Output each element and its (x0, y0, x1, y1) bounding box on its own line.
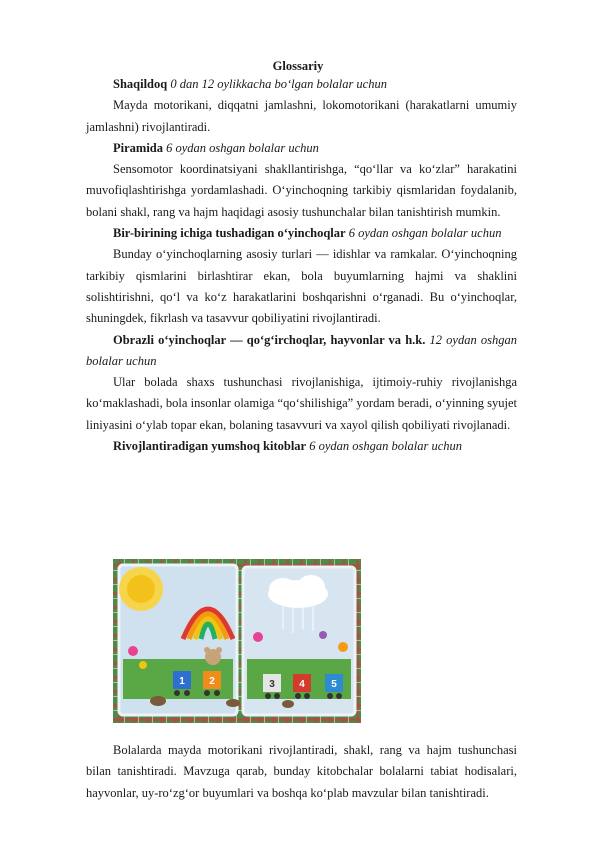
wagon-number: 2 (209, 676, 215, 687)
glossary-definition: Ular bolada shaxs tushunchasi rivojlanishiga, ijtimoiy-ruhiy rivojlanishga ko‘maklashadi, bola insonlar olamiga “qo‘shilishiga” yordam beradi, o‘yinning syujet liniyasini o‘ylab topar ekan, bolaning tasavvuri va xayol qilish qobiliyati rivojlanadi. (86, 375, 517, 432)
term: Obrazli o‘yinchoqlar — qo‘g‘irchoqlar, hayvonlar va h.k. (113, 332, 426, 347)
wagon-number: 3 (269, 679, 275, 690)
sun-icon (119, 567, 163, 611)
term: Shaqildoq (113, 77, 168, 91)
soft-book-photo (113, 559, 361, 723)
age-range: 0 dan 12 oylikkacha bo‘lgan bolalar uchun (170, 77, 387, 91)
glossary-body (86, 74, 517, 457)
term: Rivojlantiradigan yumshoq kitoblar (113, 439, 307, 454)
age-range: 12 oydan oshgan bolalar uchun (86, 332, 517, 368)
wagon-number: 1 (179, 676, 185, 687)
glossary-term-line (86, 74, 517, 95)
age-range: 6 oydan oshgan bolalar uchun (166, 140, 319, 155)
age-range: 6 oydan oshgan bolalar uchun (309, 439, 462, 454)
age-range: 6 oydan oshgan bolalar uchun (348, 226, 502, 241)
soft-book-illustration (113, 559, 361, 723)
wagon-number: 4 (299, 679, 305, 690)
term: Bir-birining ichiga tushadigan o‘yinchoqlar (113, 226, 346, 241)
page-title: Glossariy (272, 59, 324, 73)
glossary-term-line (86, 138, 517, 159)
term: Piramida (113, 140, 163, 155)
glossary-definition: Mayda motorikani, diqqatni jamlashni, lokomotorikani (harakatlarni umumiy jamlashni) rivojlantiradi. (86, 98, 517, 134)
glossary-term-line (86, 436, 517, 457)
wagon-number: 5 (331, 679, 337, 690)
glossary-term-line (86, 223, 517, 244)
glossary-term-line (86, 330, 517, 373)
glossary-definition: Sensomotor koordinatsiyani shakllantirishga, “qo‘llar va ko‘zlar” harakatini muvofiqlashtirishga yordamlashadi. O‘yinchoqning tarkibiy qismlaridan foydalanib, bolani shakl, rang va hajm haqidagi asosiy tushunchalar bilan tanishtirish mumkin. (86, 162, 517, 219)
closing-paragraph: Bolalarda mayda motorikani rivojlantiradi, shakl, rang va hajm tushunchasi bilan tanishtiradi. Mavzuga qarab, bunday kitobchalar bolalarni tabiat hodisalari, hayvonlar, uy-ro‘zg‘or buyumlari va boshqa ko‘plab mavzular bilan tanishtiradi. (86, 743, 517, 800)
glossary-definition: Bunday o‘yinchoqlarning asosiy turlari — idishlar va ramkalar. O‘yinchoqning tarkibiy qismlarini birlashtirar ekan, bola buyumlarning hajmi va shaklini solishtirishni, qo‘l va ko‘z harakatlarini boshqarishni o‘rganadi. Bu o‘yinchoqlar, shuningdek, fikrlash va tasavvur qobiliyatini rivojlantiradi. (86, 247, 517, 326)
